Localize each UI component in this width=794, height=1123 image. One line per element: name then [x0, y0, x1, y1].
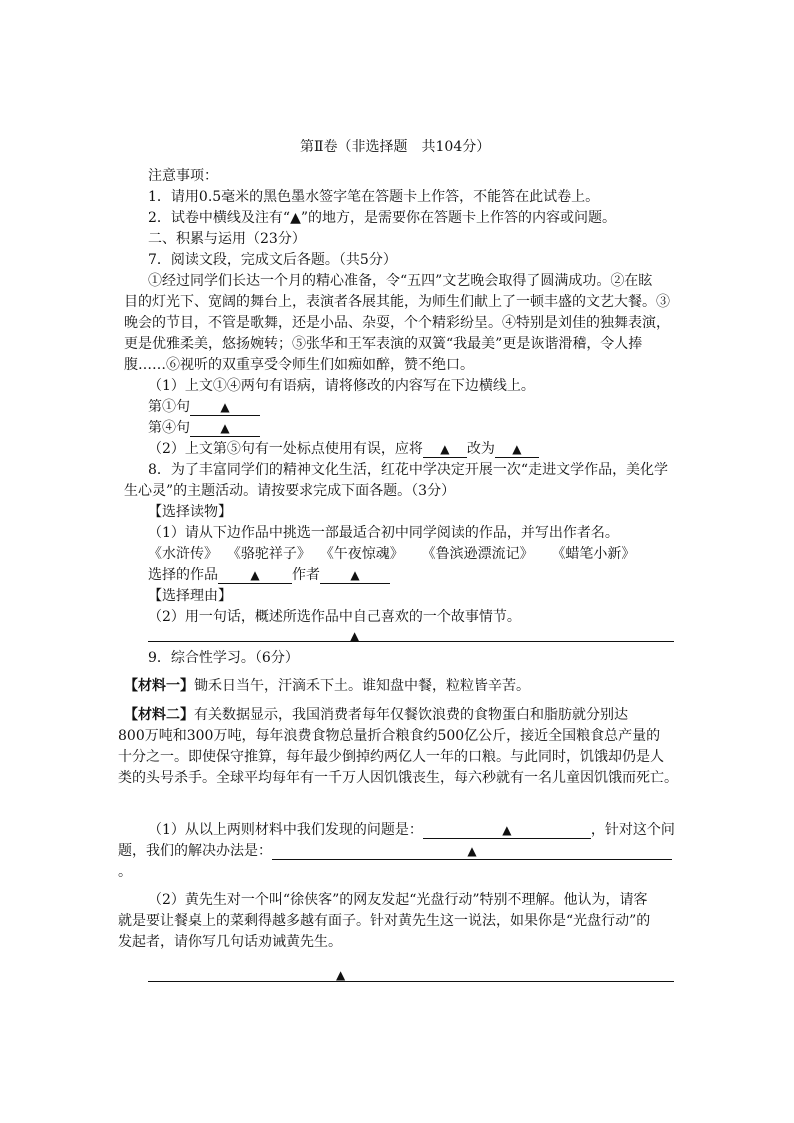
answer-marker-icon: ▲ — [350, 568, 360, 582]
answer-marker-icon: ▲ — [336, 968, 346, 982]
q9-sub1-end: 。 — [118, 864, 132, 880]
answer-blank-correct-punct[interactable] — [495, 441, 539, 458]
q9-sub1-text-a: （1）从以上两则材料中我们发现的问题是： — [148, 822, 423, 838]
q8-tag-select-book: 【选择读物】 — [148, 504, 232, 520]
page-title: 第Ⅱ卷（非选择题 共104分） — [300, 139, 491, 155]
q9-sub1-row — [148, 820, 675, 840]
material-2-line — [124, 705, 628, 725]
q7-sentence4-row — [148, 418, 260, 438]
answer-blank-author[interactable] — [320, 567, 390, 584]
q8-sub1: （1）请从下边作品中挑选一部最适合初中同学阅读的作品，并写出作者名。 — [148, 525, 619, 541]
answer-marker-icon: ▲ — [502, 823, 512, 837]
answer-blank-sentence4[interactable] — [190, 420, 260, 437]
answer-marker-icon: ▲ — [467, 844, 477, 858]
q9-sub1-text-c: 题，我们的解决办法是： — [118, 843, 272, 859]
answer-marker-icon: ▲ — [220, 400, 230, 414]
answer-marker-icon: ▲ — [512, 442, 522, 456]
notice-item-1: 1．请用0.5毫米的黑色墨水签字笔在答题卡上作答，不能答在此试卷上。 — [148, 189, 600, 205]
q9-sub2-line: 发起者，请你写几句话劝诫黄先生。 — [118, 934, 342, 950]
answer-blank-problem[interactable] — [423, 822, 591, 839]
q7-sentence1-row — [148, 397, 260, 417]
book-option: 《水浒传》 — [148, 546, 218, 562]
q9-sub1-text-b: ，针对这个问 — [590, 822, 675, 838]
q8-pick-row — [148, 565, 390, 585]
material-2-line: 800万吨和300万吨，每年浪费食物总量折合粮食约500亿公斤，接近全国粮食总产量的 — [118, 728, 661, 744]
q7-stem: 7．阅读文段，完成文后各题。（共5分） — [148, 252, 397, 268]
q7-passage-line: 目的灯光下、宽阔的舞台上，表演者各展其能，为师生们献上了一顿丰盛的文艺大餐。③ — [124, 294, 670, 310]
notice-item-2: 2．试卷中横线及注有“▲”的地方，是需要你在答题卡上作答的内容或问题。 — [148, 210, 616, 226]
material-2-line: 类的头号杀手。全球平均每年有一千万人因饥饿丧生，每六秒就有一名儿童因饥饿而死亡。 — [118, 770, 678, 786]
answer-blank-solution[interactable] — [272, 843, 672, 860]
material-2-text: 有关数据显示，我国消费者每年仅餐饮浪费的食物蛋白和脂肪就分别达 — [194, 707, 628, 723]
notice-heading: 注意事项： — [148, 168, 218, 184]
book-option: 《鲁滨逊漂流记》 — [421, 546, 534, 562]
q7-sub2-text-a: （2）上文第⑤句有一处标点使用有误，应将 — [148, 441, 423, 457]
pick-label: 选择的作品 — [148, 567, 218, 583]
q7-sub2-text-b: 改为 — [466, 441, 495, 457]
answer-marker-icon: ▲ — [350, 629, 360, 643]
answer-blank-wrong-punct[interactable] — [423, 441, 467, 458]
q7-passage-line: 更是优雅柔美，悠扬婉转；⑤张华和王军表演的双簧“我最美”更是诙谐滑稽，令人捧 — [124, 336, 643, 352]
q9-sub2-line: 就是要让餐桌上的菜剩得越多越有面子。针对黄先生这一说法，如果你是“光盘行动”的 — [118, 913, 651, 929]
answer-blank-sentence1[interactable] — [190, 399, 260, 416]
q8-book-list — [148, 544, 635, 564]
book-option: 《午夜惊魂》 — [319, 546, 404, 562]
q7-passage-line: 腹……⑥视听的双重享受令师生们如痴如醉，赞不绝口。 — [124, 357, 474, 373]
material-1-text: 锄禾日当午，汗滴禾下土。谁知盘中餐，粒粒皆辛苦。 — [194, 678, 530, 694]
q7-sub2-row — [148, 439, 539, 459]
q8-sub2: （2）用一句话，概述所选作品中自己喜欢的一个故事情节。 — [148, 609, 521, 625]
author-label: 作者 — [292, 567, 320, 583]
answer-line-advice[interactable] — [148, 981, 674, 982]
book-option: 《蜡笔小新》 — [551, 546, 636, 562]
answer-marker-icon: ▲ — [250, 568, 260, 582]
material-2-tag: 【材料二】 — [124, 707, 194, 723]
q7-passage-line: ①经过同学们长达一个月的精心准备，令“五四”文艺晚会取得了圆满成功。②在眩 — [148, 273, 653, 289]
q7-sub1: （1）上文①④两句有语病，请将修改的内容写在下边横线上。 — [148, 378, 535, 394]
q8-stem-line: 8．为了丰富同学们的精神文化生活，红花中学决定开展一次“走进文学作品，美化学 — [148, 462, 669, 478]
answer-blank-book[interactable] — [218, 567, 292, 584]
answer-marker-icon: ▲ — [220, 421, 230, 435]
q9-sub2-line: （2）黄先生对一个叫“徐侠客”的网友发起“光盘行动”特别不理解。他认为，请客 — [148, 892, 648, 908]
material-1-tag: 【材料一】 — [124, 678, 194, 694]
book-option: 《骆驼祥子》 — [226, 546, 311, 562]
q7-passage-line: 晚会的节目，不管是歌舞，还是小品、杂耍，个个精彩纷呈。④特别是刘佳的独舞表演， — [124, 315, 670, 331]
q9-sub1-row2 — [118, 841, 672, 861]
q9-stem: 9．综合性学习。（6分） — [148, 650, 299, 666]
section-heading: 二、积累与运用（23分） — [148, 231, 306, 247]
material-1 — [124, 676, 530, 696]
q8-stem-line: 生心灵”的主题活动。请按要求完成下面各题。（3分） — [124, 483, 456, 499]
sentence4-label: 第④句 — [148, 420, 190, 436]
sentence1-label: 第①句 — [148, 399, 190, 415]
answer-marker-icon: ▲ — [440, 442, 450, 456]
q8-tag-reason: 【选择理由】 — [148, 588, 232, 604]
material-2-line: 十分之一。即使保守推算，每年最少倒掉约两亿人一年的口粮。与此同时，饥饿却仍是人 — [118, 749, 664, 765]
answer-line-plot[interactable] — [148, 641, 674, 642]
